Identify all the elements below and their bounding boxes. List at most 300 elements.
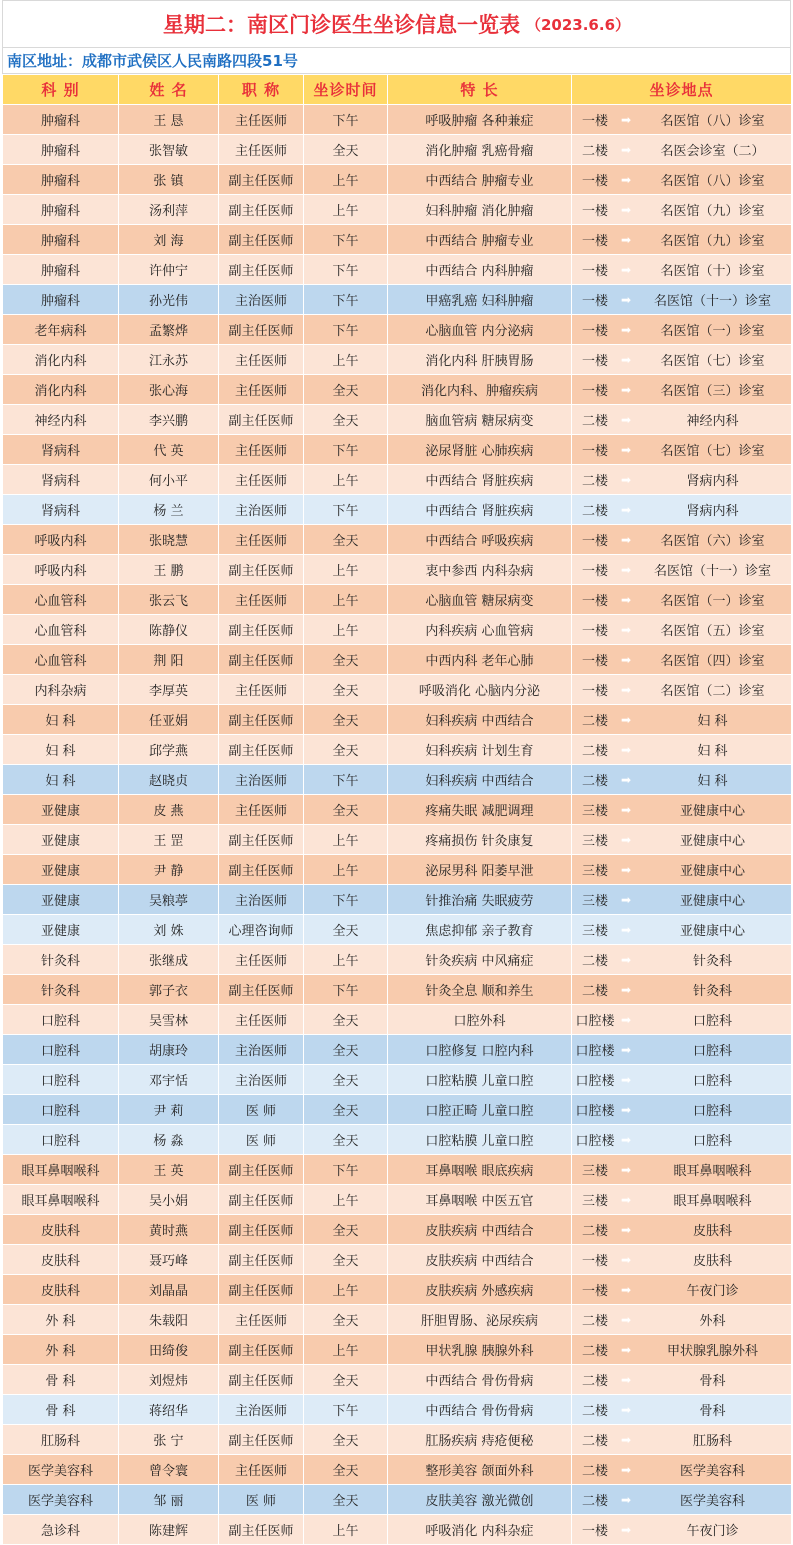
arrow-right-icon: ➡	[620, 1492, 632, 1507]
dept-cell: 外 科	[3, 1305, 119, 1335]
title-cell: 副主任医师	[219, 615, 304, 645]
table-row	[3, 315, 792, 345]
title-cell: 副主任医师	[219, 1155, 304, 1185]
room-label: 妇 科	[697, 774, 728, 789]
time-cell: 下午	[304, 225, 388, 255]
floor-label: 二楼	[581, 1344, 608, 1359]
table-row	[3, 435, 792, 465]
time-cell: 上午	[304, 555, 388, 585]
floor-label: 二楼	[581, 1464, 608, 1479]
floor-label: 二楼	[581, 1314, 608, 1329]
dept-cell: 肛肠科	[3, 1425, 119, 1455]
name-cell: 张云飞	[119, 585, 219, 615]
location-wrap	[572, 255, 791, 284]
room-label: 皮肤科	[692, 1224, 732, 1239]
room-label: 肛肠科	[692, 1434, 732, 1449]
location-cell	[572, 975, 792, 1005]
location-wrap	[572, 1155, 791, 1184]
name-cell: 邹 丽	[119, 1485, 219, 1515]
arrow-right-icon: ➡	[620, 142, 632, 157]
title-cell: 主任医师	[219, 675, 304, 705]
table-row	[3, 735, 792, 765]
arrow-right-icon: ➡	[620, 1342, 632, 1357]
floor-label: 二楼	[581, 414, 608, 429]
specialty-cell: 疼痛损伤 针灸康复	[388, 825, 572, 855]
location-cell	[572, 435, 792, 465]
floor-label: 三楼	[581, 924, 608, 939]
dept-cell: 肾病科	[3, 465, 119, 495]
specialty-cell: 心脑血管 糖尿病变	[388, 585, 572, 615]
location-wrap	[572, 795, 791, 824]
page-title: 星期二：南区门诊医生坐诊信息一览表	[162, 13, 520, 37]
room-label: 午夜门诊	[686, 1284, 739, 1299]
arrow-right-icon: ➡	[620, 532, 632, 547]
specialty-cell: 口腔修复 口腔内科	[388, 1035, 572, 1065]
room-label: 外科	[699, 1314, 726, 1329]
location-wrap	[572, 1515, 791, 1544]
time-cell: 全天	[304, 1365, 388, 1395]
floor-label: 二楼	[581, 504, 608, 519]
time-cell: 上午	[304, 165, 388, 195]
table-row	[3, 1365, 792, 1395]
location-cell	[572, 375, 792, 405]
time-cell: 上午	[304, 1335, 388, 1365]
location-cell	[572, 765, 792, 795]
name-cell: 王 英	[119, 1155, 219, 1185]
specialty-cell: 衷中参西 内科杂病	[388, 555, 572, 585]
title-cell: 主任医师	[219, 465, 304, 495]
location-cell	[572, 1335, 792, 1365]
title-cell: 主任医师	[219, 525, 304, 555]
location-wrap	[572, 585, 791, 614]
specialty-cell: 中西结合 肿瘤专业	[388, 165, 572, 195]
location-cell	[572, 405, 792, 435]
title-cell: 副主任医师	[219, 1185, 304, 1215]
arrow-right-icon: ➡	[620, 862, 632, 877]
name-cell: 江永苏	[119, 345, 219, 375]
dept-cell: 眼耳鼻咽喉科	[3, 1185, 119, 1215]
location-cell	[572, 1065, 792, 1095]
name-cell: 张心海	[119, 375, 219, 405]
location-wrap	[572, 1185, 791, 1214]
specialty-cell: 泌尿男科 阳萎早泄	[388, 855, 572, 885]
table-row	[3, 1065, 792, 1095]
location-wrap	[572, 675, 791, 704]
room-label: 口腔科	[692, 1134, 732, 1149]
time-cell: 上午	[304, 585, 388, 615]
room-label: 名医馆（九）诊室	[660, 204, 765, 219]
time-cell: 上午	[304, 615, 388, 645]
room-label: 眼耳鼻咽喉科	[673, 1194, 752, 1209]
dept-cell: 口腔科	[3, 1035, 119, 1065]
arrow-right-icon: ➡	[620, 802, 632, 817]
floor-label: 一楼	[581, 294, 608, 309]
name-cell: 荆 阳	[119, 645, 219, 675]
location-cell	[572, 1455, 792, 1485]
dept-cell: 针灸科	[3, 975, 119, 1005]
arrow-right-icon: ➡	[620, 1252, 632, 1267]
table-row	[3, 765, 792, 795]
arrow-right-icon: ➡	[620, 502, 632, 517]
arrow-right-icon: ➡	[620, 1522, 632, 1537]
location-wrap	[572, 285, 791, 314]
floor-label: 口腔楼	[575, 1104, 615, 1119]
arrow-right-icon: ➡	[620, 1042, 632, 1057]
location-wrap	[572, 1065, 791, 1094]
floor-label: 二楼	[581, 774, 608, 789]
name-cell: 张智敏	[119, 135, 219, 165]
table-row	[3, 825, 792, 855]
floor-label: 一楼	[581, 324, 608, 339]
table-row	[3, 1335, 792, 1365]
table-row	[3, 405, 792, 435]
arrow-right-icon: ➡	[620, 1012, 632, 1027]
room-label: 眼耳鼻咽喉科	[673, 1164, 752, 1179]
table-row	[3, 615, 792, 645]
table-row	[3, 855, 792, 885]
location-cell	[572, 855, 792, 885]
name-cell: 聂巧峰	[119, 1245, 219, 1275]
arrow-right-icon: ➡	[620, 202, 632, 217]
location-cell	[572, 645, 792, 675]
time-cell: 全天	[304, 135, 388, 165]
location-cell	[572, 825, 792, 855]
specialty-cell: 中西结合 肿瘤专业	[388, 225, 572, 255]
room-label: 妇 科	[697, 744, 728, 759]
location-wrap	[572, 1275, 791, 1304]
name-cell: 王 恳	[119, 105, 219, 135]
specialty-cell: 耳鼻咽喉 眼底疾病	[388, 1155, 572, 1185]
floor-label: 一楼	[581, 114, 608, 129]
specialty-cell: 口腔正畸 儿童口腔	[388, 1095, 572, 1125]
title-cell: 主任医师	[219, 585, 304, 615]
specialty-cell: 中西结合 内科肿瘤	[388, 255, 572, 285]
name-cell: 曾令寰	[119, 1455, 219, 1485]
room-label: 亚健康中心	[679, 894, 745, 909]
arrow-right-icon: ➡	[620, 1402, 632, 1417]
name-cell: 蒋绍华	[119, 1395, 219, 1425]
specialty-cell: 呼吸消化 内科杂症	[388, 1515, 572, 1545]
dept-cell: 肿瘤科	[3, 135, 119, 165]
specialty-cell: 妇科疾病 中西结合	[388, 765, 572, 795]
name-cell: 胡康玲	[119, 1035, 219, 1065]
table-row	[3, 1125, 792, 1155]
floor-label: 一楼	[581, 354, 608, 369]
floor-label: 二楼	[581, 474, 608, 489]
title-cell: 副主任医师	[219, 735, 304, 765]
title-cell: 主治医师	[219, 885, 304, 915]
name-cell: 吴小娟	[119, 1185, 219, 1215]
location-cell	[572, 285, 792, 315]
location-wrap	[572, 735, 791, 764]
location-wrap	[572, 825, 791, 854]
location-wrap	[572, 615, 791, 644]
arrow-right-icon: ➡	[620, 922, 632, 937]
dept-cell: 亚健康	[3, 855, 119, 885]
floor-label: 一楼	[581, 384, 608, 399]
location-wrap	[572, 1455, 791, 1484]
location-cell	[572, 195, 792, 225]
table-row	[3, 465, 792, 495]
specialty-cell: 中西内科 老年心肺	[388, 645, 572, 675]
table-body	[3, 105, 792, 1545]
specialty-cell: 焦虑抑郁 亲子教育	[388, 915, 572, 945]
location-wrap	[572, 765, 791, 794]
dept-cell: 心血管科	[3, 615, 119, 645]
time-cell: 下午	[304, 435, 388, 465]
room-label: 口腔科	[692, 1104, 732, 1119]
dept-cell: 口腔科	[3, 1095, 119, 1125]
location-wrap	[572, 945, 791, 974]
name-cell: 张 宁	[119, 1425, 219, 1455]
table-row	[3, 225, 792, 255]
specialty-cell: 妇科肿瘤 消化肿瘤	[388, 195, 572, 225]
time-cell: 上午	[304, 345, 388, 375]
arrow-right-icon: ➡	[620, 232, 632, 247]
name-cell: 赵晓贞	[119, 765, 219, 795]
specialty-cell: 甲状乳腺 胰腺外科	[388, 1335, 572, 1365]
location-wrap	[572, 645, 791, 674]
arrow-right-icon: ➡	[620, 1192, 632, 1207]
dept-cell: 心血管科	[3, 645, 119, 675]
specialty-cell: 口腔外科	[388, 1005, 572, 1035]
floor-label: 一楼	[581, 174, 608, 189]
arrow-right-icon: ➡	[620, 412, 632, 427]
location-cell	[572, 525, 792, 555]
location-cell	[572, 255, 792, 285]
time-cell: 全天	[304, 1065, 388, 1095]
location-wrap	[572, 195, 791, 224]
arrow-right-icon: ➡	[620, 952, 632, 967]
dept-cell: 外 科	[3, 1335, 119, 1365]
location-wrap	[572, 1305, 791, 1334]
floor-label: 一楼	[581, 594, 608, 609]
location-wrap	[572, 1395, 791, 1424]
specialty-cell: 口腔粘膜 儿童口腔	[388, 1125, 572, 1155]
location-wrap	[572, 105, 791, 134]
location-cell	[572, 1215, 792, 1245]
room-label: 名医馆（五）诊室	[660, 624, 765, 639]
room-label: 肾病内科	[686, 504, 739, 519]
dept-cell: 医学美容科	[3, 1485, 119, 1515]
time-cell: 上午	[304, 855, 388, 885]
room-label: 医学美容科	[679, 1464, 745, 1479]
name-cell: 尹 静	[119, 855, 219, 885]
dept-cell: 肿瘤科	[3, 165, 119, 195]
dept-cell: 妇 科	[3, 705, 119, 735]
title-cell: 副主任医师	[219, 705, 304, 735]
floor-label: 三楼	[581, 864, 608, 879]
floor-label: 二楼	[581, 954, 608, 969]
location-cell	[572, 345, 792, 375]
title-cell: 主任医师	[219, 1005, 304, 1035]
location-cell	[572, 1155, 792, 1185]
room-label: 口腔科	[692, 1044, 732, 1059]
room-label: 亚健康中心	[679, 804, 745, 819]
room-label: 医学美容科	[679, 1494, 745, 1509]
time-cell: 上午	[304, 195, 388, 225]
name-cell: 李厚英	[119, 675, 219, 705]
room-label: 名医馆（二）诊室	[660, 684, 765, 699]
dept-cell: 呼吸内科	[3, 555, 119, 585]
dept-cell: 皮肤科	[3, 1275, 119, 1305]
room-label: 皮肤科	[692, 1254, 732, 1269]
title-cell: 医 师	[219, 1095, 304, 1125]
arrow-right-icon: ➡	[620, 772, 632, 787]
arrow-right-icon: ➡	[620, 892, 632, 907]
title-cell: 主任医师	[219, 945, 304, 975]
floor-label: 二楼	[581, 1404, 608, 1419]
location-wrap	[572, 705, 791, 734]
name-cell: 陈静仪	[119, 615, 219, 645]
name-cell: 刘 姝	[119, 915, 219, 945]
title-cell: 副主任医师	[219, 1515, 304, 1545]
specialty-cell: 甲癌乳癌 妇科肿瘤	[388, 285, 572, 315]
dept-cell: 口腔科	[3, 1125, 119, 1155]
time-cell: 下午	[304, 315, 388, 345]
room-label: 名医馆（四）诊室	[660, 654, 765, 669]
location-cell	[572, 585, 792, 615]
title-cell: 副主任医师	[219, 1365, 304, 1395]
location-cell	[572, 1005, 792, 1035]
table-row	[3, 1305, 792, 1335]
location-wrap	[572, 1005, 791, 1034]
location-cell	[572, 555, 792, 585]
dept-cell: 妇 科	[3, 765, 119, 795]
name-cell: 张继成	[119, 945, 219, 975]
name-cell: 张 镇	[119, 165, 219, 195]
dept-cell: 肿瘤科	[3, 255, 119, 285]
time-cell: 全天	[304, 915, 388, 945]
table-row	[3, 285, 792, 315]
floor-label: 一楼	[581, 1524, 608, 1539]
title-cell: 医 师	[219, 1125, 304, 1155]
arrow-right-icon: ➡	[620, 472, 632, 487]
specialty-cell: 呼吸肿瘤 各种兼症	[388, 105, 572, 135]
specialty-cell: 内科疾病 心血管病	[388, 615, 572, 645]
time-cell: 全天	[304, 1095, 388, 1125]
location-wrap	[572, 555, 791, 584]
specialty-cell: 心脑血管 内分泌病	[388, 315, 572, 345]
location-wrap	[572, 1425, 791, 1454]
location-wrap	[572, 1365, 791, 1394]
table-row	[3, 885, 792, 915]
header-title: 职 称	[219, 75, 304, 105]
title-cell: 主治医师	[219, 495, 304, 525]
table-row	[3, 705, 792, 735]
arrow-right-icon: ➡	[620, 652, 632, 667]
time-cell: 全天	[304, 675, 388, 705]
title-cell: 主治医师	[219, 1395, 304, 1425]
title-cell: 主任医师	[219, 345, 304, 375]
specialty-cell: 中西结合 骨伤骨病	[388, 1365, 572, 1395]
table-row	[3, 255, 792, 285]
dept-cell: 老年病科	[3, 315, 119, 345]
table-row	[3, 135, 792, 165]
table-row	[3, 1215, 792, 1245]
name-cell: 黄时燕	[119, 1215, 219, 1245]
location-wrap	[572, 1035, 791, 1064]
specialty-cell: 皮肤疾病 外感疾病	[388, 1275, 572, 1305]
name-cell: 吴雪林	[119, 1005, 219, 1035]
name-cell: 孟繁烨	[119, 315, 219, 345]
arrow-right-icon: ➡	[620, 112, 632, 127]
title-cell: 副主任医师	[219, 1245, 304, 1275]
location-cell	[572, 465, 792, 495]
time-cell: 上午	[304, 1185, 388, 1215]
location-wrap	[572, 315, 791, 344]
specialty-cell: 针灸全息 顺和养生	[388, 975, 572, 1005]
specialty-cell: 针推治痛 失眠疲劳	[388, 885, 572, 915]
name-cell: 李兴鹏	[119, 405, 219, 435]
name-cell: 皮 燕	[119, 795, 219, 825]
location-cell	[572, 1035, 792, 1065]
location-wrap	[572, 165, 791, 194]
room-label: 名医馆（六）诊室	[660, 534, 765, 549]
dept-cell: 肿瘤科	[3, 285, 119, 315]
title-cell: 主治医师	[219, 1065, 304, 1095]
location-cell	[572, 1185, 792, 1215]
location-wrap	[572, 225, 791, 254]
dept-cell: 亚健康	[3, 825, 119, 855]
dept-cell: 神经内科	[3, 405, 119, 435]
header-dept: 科 别	[3, 75, 119, 105]
room-label: 名医馆（九）诊室	[660, 234, 765, 249]
floor-label: 一楼	[581, 234, 608, 249]
table-row	[3, 675, 792, 705]
specialty-cell: 皮肤疾病 中西结合	[388, 1245, 572, 1275]
floor-label: 二楼	[581, 144, 608, 159]
location-wrap	[572, 405, 791, 434]
room-label: 针灸科	[692, 984, 732, 999]
table-row	[3, 1395, 792, 1425]
location-cell	[572, 1275, 792, 1305]
name-cell: 刘煜炜	[119, 1365, 219, 1395]
name-cell: 朱载阳	[119, 1305, 219, 1335]
floor-label: 一楼	[581, 654, 608, 669]
location-cell	[572, 135, 792, 165]
time-cell: 下午	[304, 765, 388, 795]
title-cell: 主任医师	[219, 1455, 304, 1485]
location-cell	[572, 1245, 792, 1275]
table-row	[3, 1035, 792, 1065]
title-cell: 副主任医师	[219, 165, 304, 195]
room-label: 口腔科	[692, 1014, 732, 1029]
name-cell: 刘晶晶	[119, 1275, 219, 1305]
arrow-right-icon: ➡	[620, 1072, 632, 1087]
name-cell: 杨 兰	[119, 495, 219, 525]
title-cell: 医 师	[219, 1485, 304, 1515]
dept-cell: 肾病科	[3, 495, 119, 525]
table-row	[3, 975, 792, 1005]
title-cell: 主任医师	[219, 375, 304, 405]
time-cell: 下午	[304, 255, 388, 285]
time-cell: 上午	[304, 1275, 388, 1305]
title-cell: 主任医师	[219, 1305, 304, 1335]
table-row	[3, 645, 792, 675]
location-cell	[572, 105, 792, 135]
room-label: 名医馆（十一）诊室	[653, 564, 771, 579]
time-cell: 下午	[304, 105, 388, 135]
arrow-right-icon: ➡	[620, 982, 632, 997]
floor-label: 三楼	[581, 1164, 608, 1179]
time-cell: 全天	[304, 1035, 388, 1065]
dept-cell: 皮肤科	[3, 1245, 119, 1275]
address-line: 南区地址：成都市武侯区人民南路四段51号	[2, 47, 791, 74]
arrow-right-icon: ➡	[620, 712, 632, 727]
location-wrap	[572, 1095, 791, 1124]
specialty-cell: 皮肤疾病 中西结合	[388, 1215, 572, 1245]
